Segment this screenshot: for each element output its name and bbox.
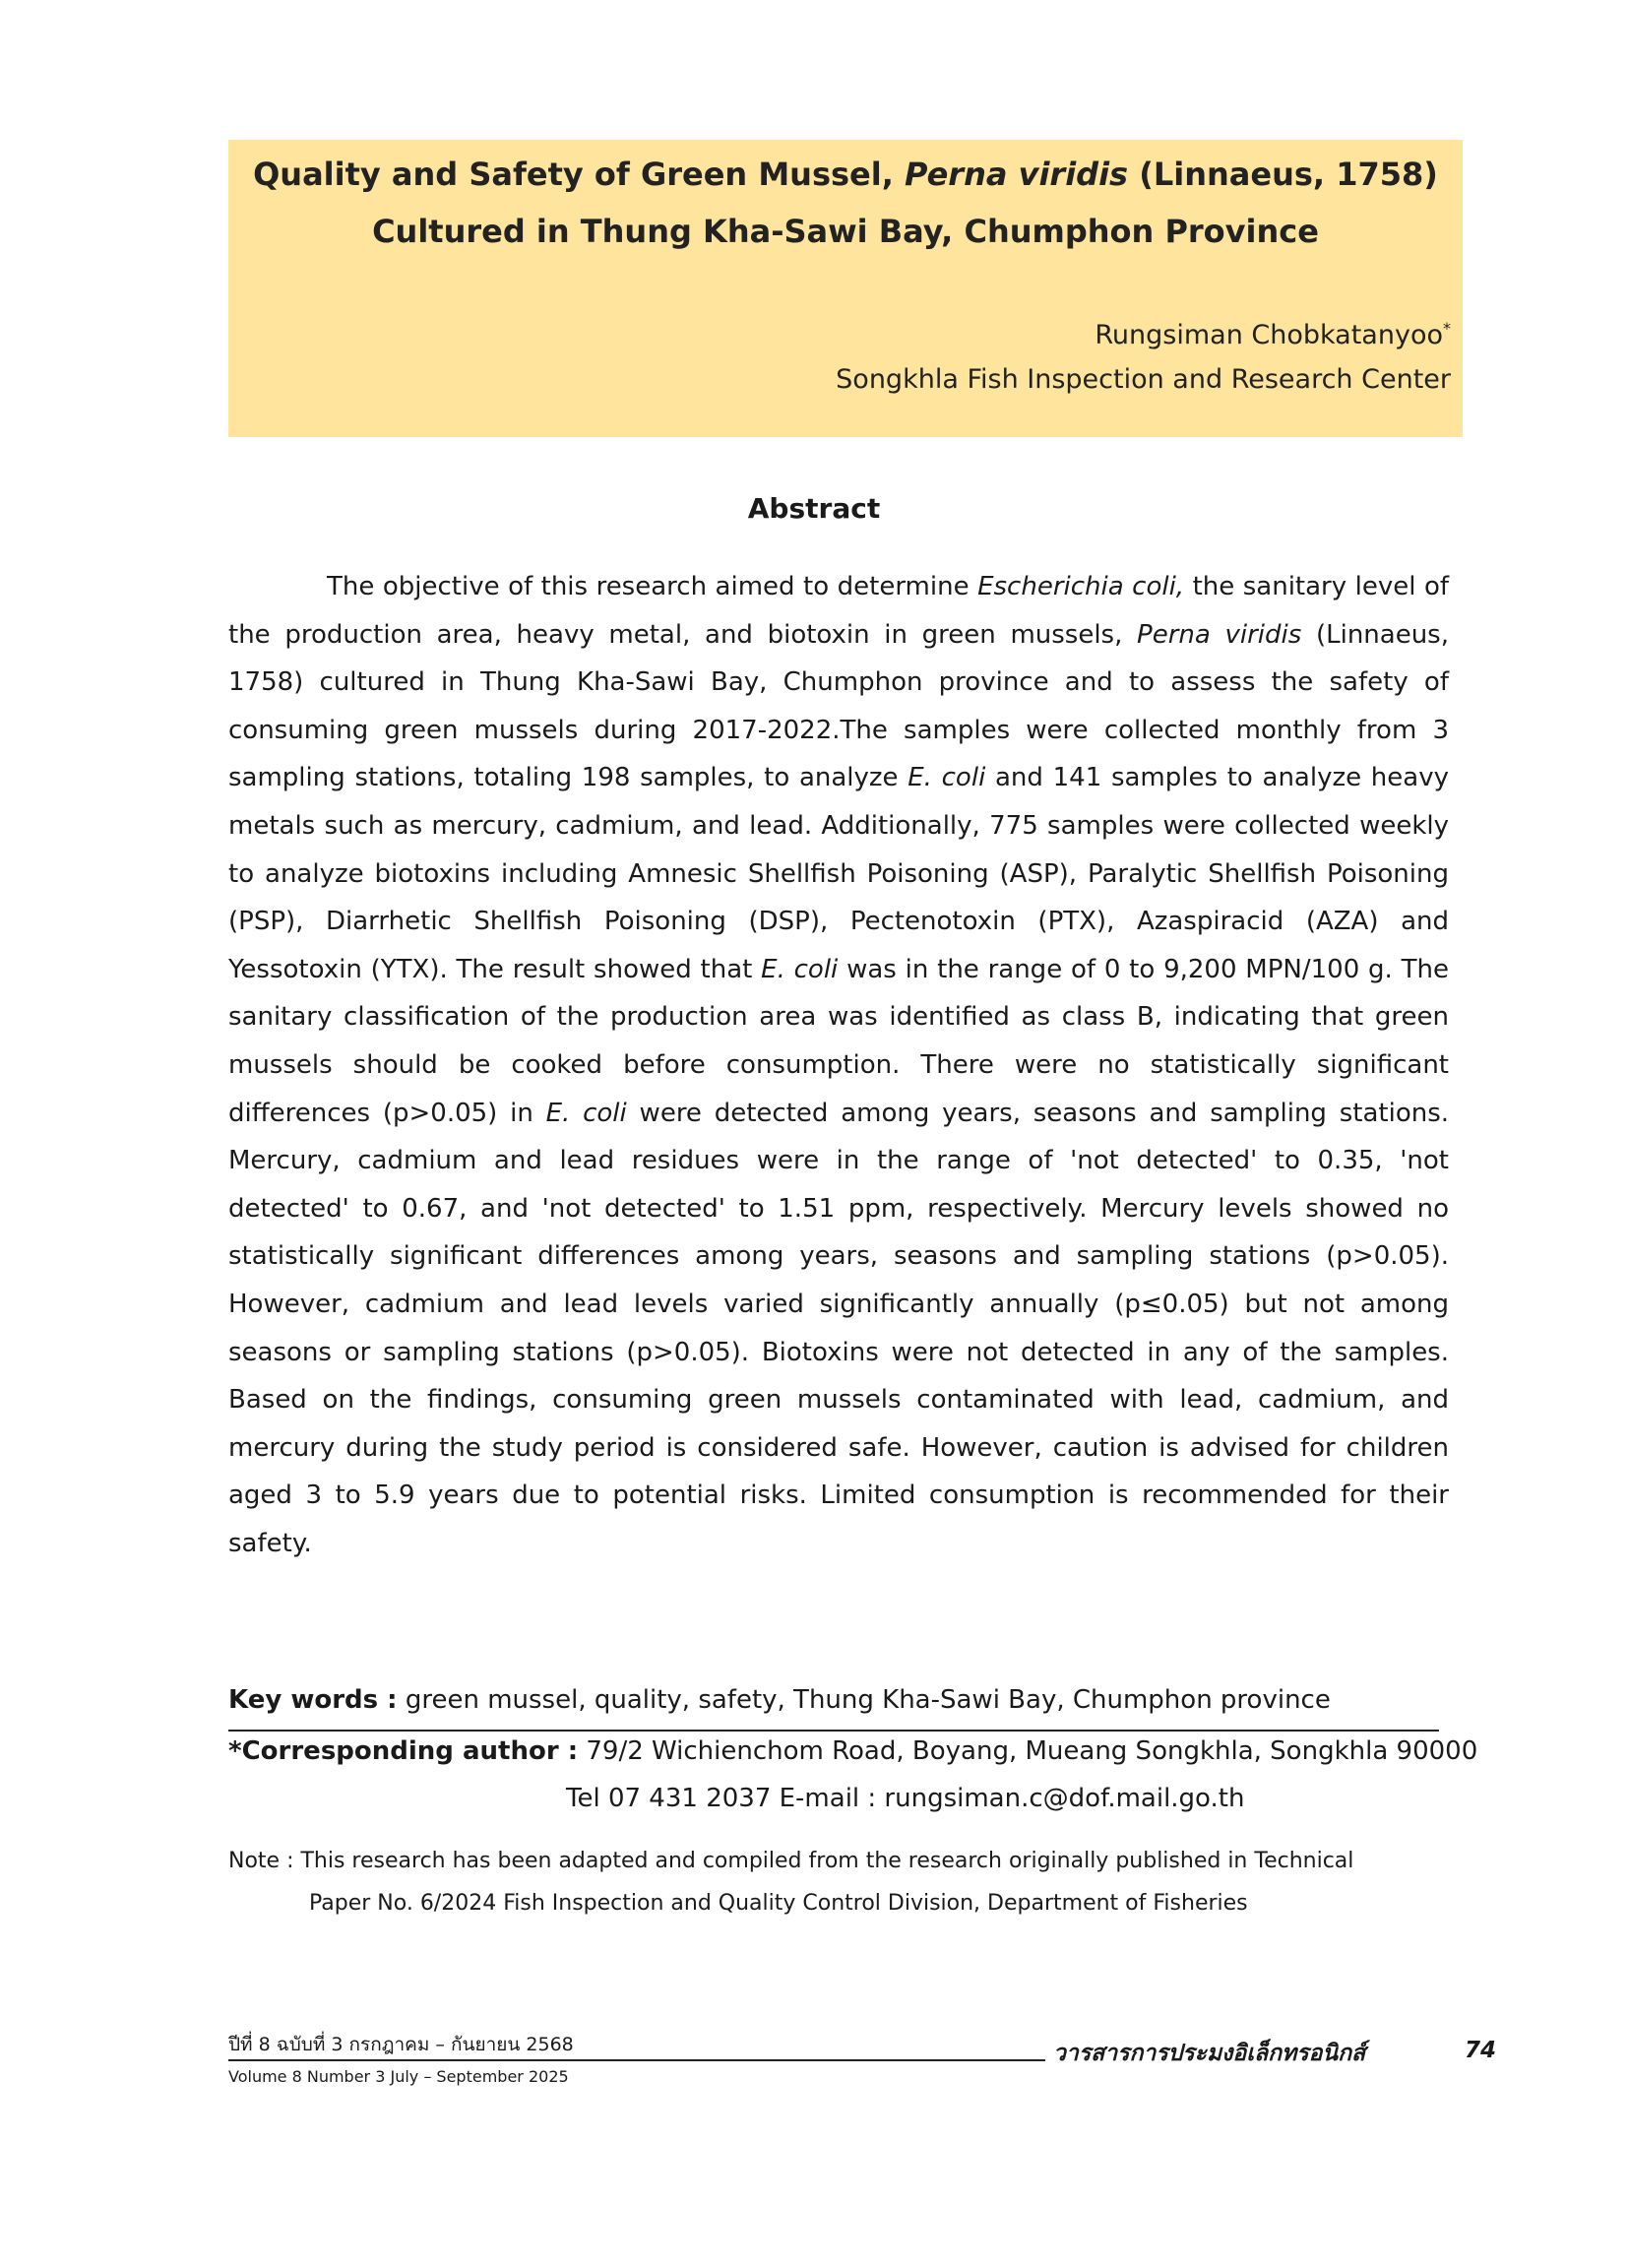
title-species-name: Perna viridis bbox=[905, 156, 1129, 193]
note-line-2: Paper No. 6/2024 Fish Inspection and Quality Control Division, Department of Fisheries bbox=[309, 1891, 1248, 1916]
abstract-text: and 141 samples to analyze heavy metals such as mercury, cadmium, and lead. Additionally, 775 samples were collected weekly to analyze biotoxins including Amnesic Shellfish Poisoning (ASP), Paralytic Shellfish Poisoning (PSP), Diarrhetic Shellfish Poisoning (DSP), Pectenotoxin (PTX), Azaspiracid (AZA) and Yessotoxin (YTX). The result showed that bbox=[228, 763, 1449, 984]
corresponding-label: *Corresponding author : bbox=[228, 1736, 579, 1766]
author-name bbox=[1095, 319, 1451, 350]
author-footnote-mark: * bbox=[1443, 319, 1451, 338]
abstract-text: (Linnaeus, 1758) cultured in Thung Kha-Sawi Bay, Chumphon province and to assess the safety of consuming green mussels during 2017-2022.The samples were collected monthly from 3 sampling stations, totaling 198 samples, to analyze bbox=[228, 619, 1449, 793]
abstract-italic-term: E. coli bbox=[545, 1098, 627, 1128]
title-banner bbox=[228, 140, 1463, 437]
abstract-body bbox=[228, 563, 1449, 1567]
keywords-text: green mussel, quality, safety, Thung Kha-Sawi Bay, Chumphon province bbox=[397, 1685, 1331, 1715]
note-line-1: Note : This research has been adapted and compiled from the research originally published in Technical bbox=[228, 1849, 1354, 1873]
paper-title-line-2: Cultured in Thung Kha-Sawi Bay, Chumphon Province bbox=[372, 213, 1319, 250]
abstract-heading: Abstract bbox=[747, 492, 881, 525]
author-affiliation: Songkhla Fish Inspection and Research Center bbox=[836, 364, 1451, 395]
paper-title-line-1 bbox=[228, 156, 1463, 193]
keywords bbox=[228, 1685, 1331, 1715]
divider-line bbox=[228, 1730, 1439, 1732]
abstract-text: The objective of this research aimed to determine bbox=[327, 572, 978, 601]
abstract-italic-term: Perna viridis bbox=[1137, 619, 1302, 650]
corresponding-address: 79/2 Wichienchom Road, Boyang, Mueang Songkhla, Songkhla 90000 bbox=[578, 1736, 1478, 1766]
corresponding-contact: Tel 07 431 2037 E-mail : rungsiman.c@dof.mail.go.th bbox=[566, 1784, 1245, 1813]
journal-name: วารสารการประมงอิเล็กทรอนิกส์ bbox=[1053, 2041, 1366, 2066]
title-text-end: (Linnaeus, 1758) bbox=[1128, 156, 1438, 193]
title-text: Quality and Safety of Green Mussel, bbox=[253, 156, 905, 193]
footer-thai-issue: ปีที่ 8 ฉบับที่ 3 กรกฎาคม – กันยายน 2568 bbox=[228, 2034, 574, 2055]
page-number: 74 bbox=[1465, 2038, 1497, 2063]
abstract-text: the sanitary level of the production area, heavy metal, and biotoxin in green mussels, bbox=[228, 572, 1450, 650]
corresponding-author bbox=[228, 1736, 1477, 1766]
footer-rule bbox=[228, 2059, 1045, 2061]
author-text: Rungsiman Chobkatanyoo bbox=[1095, 320, 1443, 350]
abstract-text: were detected among years, seasons and sampling stations. Mercury, cadmium and lead residues were in the range of 'not detected' to 0.35, 'not detected' to 0.67, and 'not detected' to 1.51 ppm, respectively. Mercury levels showed no statistically significant differences among years, seasons and sampling stations (p>0.05). However, cadmium and lead levels varied significantly annually (p≤0.05) but not among seasons or sampling stations (p>0.05). Biotoxins were not detected in any of the samples. Based on the findings, consuming green mussels contaminated with lead, cadmium, and mercury during the study period is considered safe. However, caution is advised for children aged 3 to 5.9 years due to potential risks. Limited consumption is recommended for their safety. bbox=[228, 1098, 1450, 1558]
keywords-label: Key words : bbox=[228, 1685, 398, 1715]
abstract-text: was in the range of 0 to 9,200 MPN/100 g. The sanitary classification of the production area was identified as class B, indicating that green mussels should be cooked before consumption. There were no statistically significant differences (p>0.05) in bbox=[228, 954, 1449, 1128]
abstract-italic-term: E. coli bbox=[908, 763, 986, 793]
abstract-italic-term: Escherichia coli, bbox=[977, 572, 1185, 601]
footer-volume: Volume 8 Number 3 July – September 2025 bbox=[228, 2067, 569, 2086]
abstract-italic-term: E. coli bbox=[761, 954, 839, 984]
